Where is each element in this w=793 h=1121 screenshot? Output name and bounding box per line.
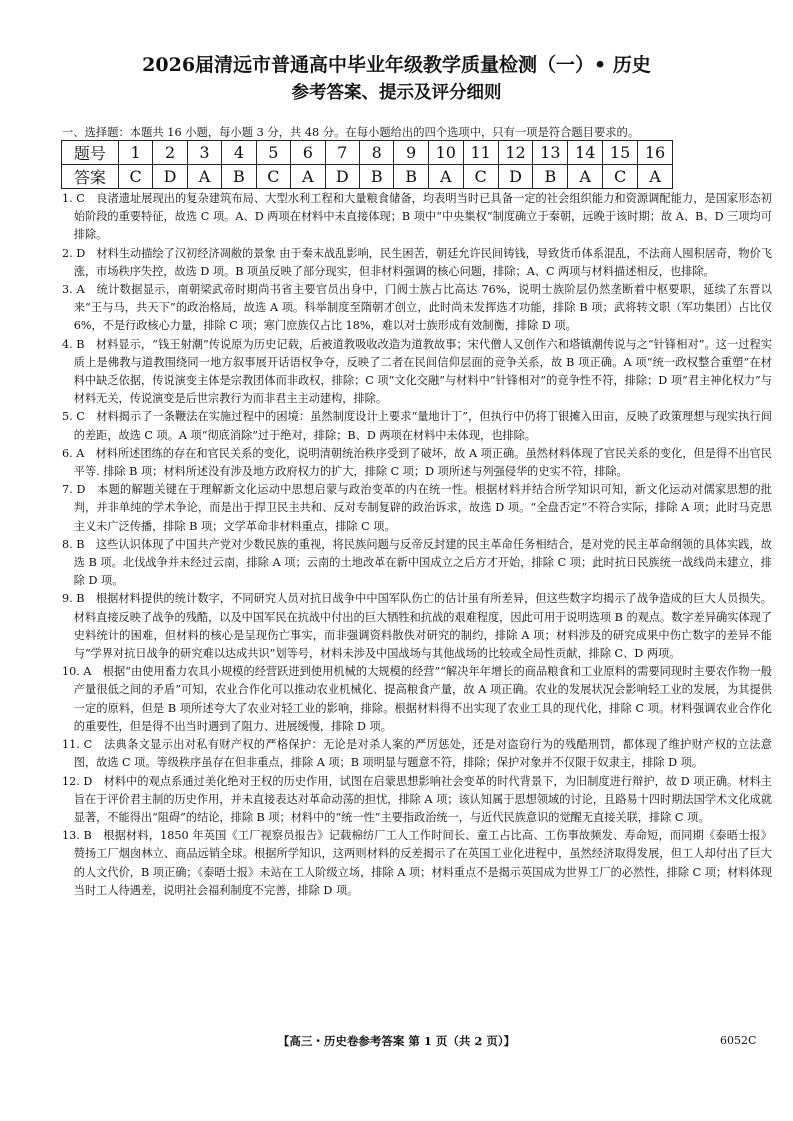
question-number: 7	[325, 141, 359, 165]
answer-cell: B	[394, 165, 428, 189]
explanation-list	[62, 190, 772, 900]
question-number: 5	[256, 141, 290, 165]
question-number: 12	[498, 141, 533, 165]
answer-cell: D	[153, 165, 187, 189]
question-number: 9	[394, 141, 428, 165]
answer-cell: C	[256, 165, 290, 189]
explanation-item: 13. B 根据材料，1850 年英国《工厂视察员报告》记载棉纺厂工人工作时间长、童工占比高、工伤事故频发、寿命短，而同期《泰晤士报》赞扬工厂烟囱林立、商品远销全球。根据所学知识，这两则材料的反差揭示了在英国工业化进程中，虽然经济取得发展，但工人却付出了巨大的人文代价，B 项正确；《泰晤士报》未站在工人阶级立场，排除 A 项；材料重点不是揭示英国成为世界工厂的必然性，排除 C 项；材料体现当时工人待遇差，说明社会福利制度不完善，排除 D 项。	[62, 829, 772, 897]
question-number: 2	[153, 141, 187, 165]
explanation-item: 8. B 这些认识体现了中国共产党对少数民族的重视，将民族问题与反帝反封建的民主革命任务相结合，是对党的民主革命纲领的具体实践，故选 B 项。北伐战争并未经过云南，排除 A 项；云南的土地改革在新中国成立之后方才开始，排除 C 项；此时抗日民族统一战线尚未建立，排除 D 项。	[62, 537, 772, 588]
answer-cell: B	[360, 165, 394, 189]
explanation-item: 12. D 材料中的观点系通过美化绝对王权的历史作用，试图在启蒙思想影响社会变革的时代背景下，为旧制度进行辩护，故 D 项正确。材料主旨在于评价君主制的历史作用，并未直接表达对革命动荡的担忧，排除 A 项；该认知属于思想领域的讨论，且路易十四时期法国学术文化成就显著，不能得出“阻碍”的结论，排除 B 项；材料中的“统一性”主要指政治统一，与近代民族意识的觉醒无直接关联，排除 C 项。	[62, 774, 772, 824]
answer-cell: A	[291, 165, 325, 189]
explanation-item: 6. A 材料所述团练的存在和官民关系的变化，说明清朝统治秩序受到了破坏，故 A 项正确。虽然材料体现了官民关系的变化，但是得不出官民平等. 排除 B 项；材料所述没有涉及地方政府权力的扩大，排除 C 项；D 项所述与列强侵华的史实不符，排除。	[62, 446, 772, 479]
answer-cell: A	[638, 165, 673, 189]
question-number: 1	[118, 141, 152, 165]
question-number: 15	[603, 141, 638, 165]
explanation-item: 11. C 法典条文显示出对私有财产权的严格保护：无论是对杀人案的严厉惩处，还是对盗窃行为的残酷刑罚，都体现了维护财产权的立法意图，故选 C 项。等级秩序虽存在但非重点，排除 A 项；B 项明显与题意不符，排除；保护对象并不仅限于奴隶主，排除 D 项。	[62, 738, 772, 770]
question-number: 8	[360, 141, 394, 165]
explanation-item: 10. A 根据“由使用畜力农具小规模的经营跃进到使用机械的大规模的经营”“解决年年增长的商品粮食和工业原料的需要同现时主要农作物一般产量很低之间的矛盾”可知，农业合作化可以推动农业机械化、提高粮食产量，故 A 项正确。农业的发展状况会影响轻工业的发展，为其提供一定的原料，但是 B 项所述夸大了农业对轻工业的影响，排除。根据材料得不出实现了农业工具的现代化，排除 C 项。材料强调农业合作化的重要性，但是得不出当时遇到了阻力、进展缓慢，排除 D 项。	[62, 665, 772, 733]
answer-table	[61, 140, 673, 189]
explanation-item: 5. C 材料揭示了一条鞭法在实施过程中的困境：虽然制度设计上要求“量地计丁”，但执行中仍将丁银摊入田亩，反映了政策理想与现实执行间的差距，故选 C 项。A 项“彻底消除”过于绝对，排除；B、D 两项在材料中未体现，也排除。	[62, 410, 772, 442]
explanation-item: 3. A 统计数据显示，南朝梁武帝时期尚书省主要官员出身中，门阀士族占比高达 76%，说明士族阶层仍然垄断着中枢要职，延续了东晋以来“王与马，共天下”的政治格局，故选 A 项。科举制度至隋朝才创立，此时尚未发挥选才功能，排除 B 项；武将转文职（军功集团）占比仅 6%，不是行政核心力量，排除 C 项；寒门庶族仅占比 18%，难以对士族形成有效制衡，排除 D 项。	[62, 283, 772, 333]
row-label-answer: 答案	[62, 165, 119, 189]
answer-cell: A	[187, 165, 221, 189]
section-intro: 一、选择题：本题共 16 小题，每小题 3 分，共 48 分。在每小题给出的四个选项中，只有一项是符合题目要求的。	[62, 126, 640, 139]
question-number: 3	[187, 141, 221, 165]
question-number: 11	[463, 141, 498, 165]
explanation-item: 7. D 本题的解题关键在于理解新文化运动中思想启蒙与政治变革的内在统一性。根据材料并结合所学知识可知，新文化运动对儒家思想的批判，并非单纯的学术争论，而是出于捍卫民主共和、反对专制复辟的政治诉求，故选 D 项。“全盘否定”不符合实际，排除 A 项；此时马克思主义未广泛传播，排除 B 项；文学革命非材料重点，排除 C 项。	[62, 483, 772, 533]
answer-cell: D	[498, 165, 533, 189]
explanation-item: 2. D 材料生动描绘了汉初经济凋敝的景象 由于秦末战乱影响，民生困苦，朝廷允许民间铸钱，导致货币体系混乱，不法商人囤积居奇，物价飞涨，市场秩序失控，故选 D 项。B 项虽反映了部分现实，但非材料强调的核心问题，排除；A、C 两项与材料描述相反，也排除。	[62, 246, 772, 278]
question-number: 14	[568, 141, 603, 165]
document-title: 2026届清远市普通高中毕业年级教学质量检测（一）• 历史	[142, 54, 651, 76]
answer-cell: D	[325, 165, 359, 189]
question-number: 13	[533, 141, 568, 165]
answer-cell: C	[118, 165, 152, 189]
answer-cell: B	[533, 165, 568, 189]
explanation-item: 9. B 根据材料提供的统计数字，不同研究人员对抗日战争中中国军队伤亡的估计虽有所差异，但这些数字均揭示了战争造成的巨大人员损失。材料直接反映了战争的残酷，以及中国军民在抗战中付出的巨大牺牲和抗战的艰难程度，因此可用于说明选项 B 的观点。数字差异确实体现了史料统计的困难，但材料的核心是呈现伤亡事实，而非强调资料散佚对研究的制约，排除 A 项；材料涉及的研究成果中伤亡数字的差异不能与“学界对抗日战争的研究难以达成共识”划等号，材料未涉及中国战场与其他战场的比较或全局性贡献，排除 C、D 两项。	[62, 592, 772, 661]
explanation-item: 1. C 良渚遗址展现出的复杂建筑布局、大型水利工程和大量粮食储备，均表明当时已具备一定的社会组织能力和资源调配能力，是国家形态初始阶段的重要特征，故选 C 项。A、D 两项在材料中未直接体现；B 项中“中央集权”制度确立于秦朝，远晚于该时期；故 A、B、D 三项均可排除。	[62, 192, 772, 242]
answer-cell: A	[428, 165, 463, 189]
question-number: 16	[638, 141, 673, 165]
answer-cell: B	[222, 165, 256, 189]
question-number: 4	[222, 141, 256, 165]
answer-cell: C	[463, 165, 498, 189]
explanation-item: 4. B 材料显示，“钱王射潮”传说原为历史记载，后被道教吸收改造为道教故事；宋代僧人又创作六和塔镇潮传说与之“针锋相对”。这一过程实质上是佛教与道教围绕同一地方叙事展开话语权争夺，反映了二者在民间信仰层面的竞争关系，故 B 项正确。A 项“统一政权整合重塑”在材料中缺乏依据，传说演变主体是宗教团体而非政权，排除；C 项“文化交融”与材料中“针锋相对”的竞争性不符，排除；D 项“君主神化权力”与材料无关，传说演变是后世宗教行为而非君主主动建构，排除。	[62, 337, 772, 406]
document-code: 6052C	[720, 1034, 757, 1047]
page-footer: 【高三・历史卷参考答案 第 1 页（共 2 页）】	[277, 1034, 516, 1048]
question-number: 10	[428, 141, 463, 165]
answer-cell: C	[603, 165, 638, 189]
document-subtitle: 参考答案、提示及评分细则	[291, 83, 502, 103]
number-row	[62, 141, 673, 165]
row-label-number: 题号	[62, 141, 119, 165]
answer-cell: A	[568, 165, 603, 189]
answer-row	[62, 165, 673, 189]
question-number: 6	[291, 141, 325, 165]
